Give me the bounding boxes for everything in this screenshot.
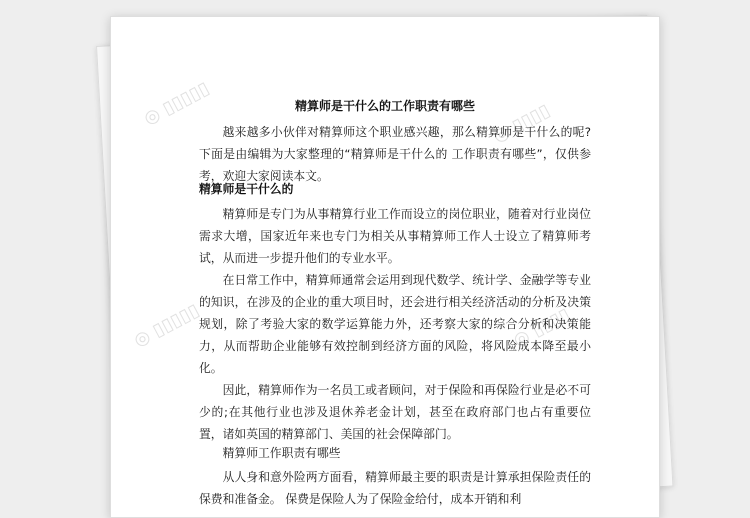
- body-paragraph: 在日常工作中，精算师通常会运用到现代数学、统计学、金融学等专业的知识，在涉及的企业的重大项目时，还会进行相关经济活动的分析及决策规划，除了考验大家的数学运算能力外，还考察大家的综合分析和决策能力，从而帮助企业能够有效控制到经济方面的风险，将风险成本降至最小化。: [199, 273, 591, 375]
- intro-paragraph: 越来越多小伙伴对精算师这个职业感兴趣，那么精算师是干什么的呢?下面是由编辑为大家整理的“精算师是干什么的 工作职责有哪些”，仅供参考，欢迎大家阅读本文。: [199, 125, 591, 183]
- section-heading: 精算师工作职责有哪些: [222, 446, 341, 460]
- body-paragraph: 因此，精算师作为一名员工或者顾问，对于保险和再保险行业是必不可少的;在其他行业也涉及退休养老金计划，甚至在政府部门也占有重要位置，诸如英国的精算部门、美国的社会保障部门。: [199, 383, 591, 441]
- watermark: ◎ ▯▯▯▯: [509, 303, 574, 352]
- section-heading: 精算师是干什么的: [199, 182, 294, 196]
- watermark: ◎ ▯▯▯▯▯: [130, 299, 203, 352]
- document-title: 精算师是干什么的工作职责有哪些: [294, 99, 475, 113]
- body-paragraph: 从人身和意外险两方面看，精算师最主要的职责是计算承担保险责任的保费和准备金。 保费是保险人为了保险金给付，成本开销和利: [199, 470, 591, 506]
- document-page: [110, 16, 660, 518]
- watermark: ◎ ▯▯▯▯: [489, 99, 554, 148]
- body-paragraph: 精算师是专门为从事精算行业工作而设立的岗位职业，随着对行业岗位需求大增，国家近年来也专门为相关从事精算师工作人士设立了精算师考试，从而进一步提升他们的专业水平。: [199, 207, 591, 265]
- watermark: ◎ ▯▯▯▯▯: [140, 77, 213, 130]
